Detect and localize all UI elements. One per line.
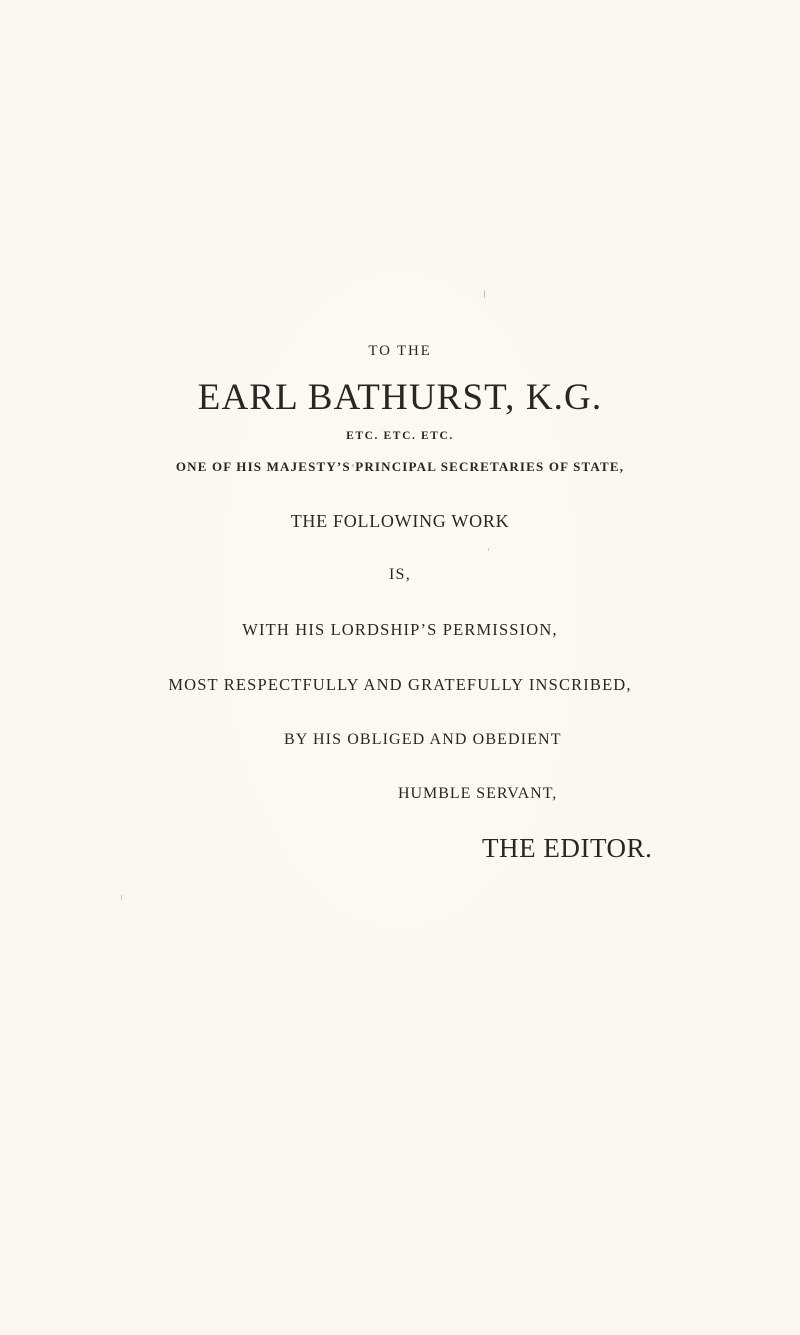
is-line: IS, — [388, 566, 412, 583]
office-line: ONE OF HIS MAJESTY’S PRINCIPAL SECRETARIES OF STATE, — [175, 459, 625, 474]
etc-line: ETC. ETC. ETC. — [346, 430, 454, 442]
paper-speck — [488, 548, 489, 551]
paper-speck — [484, 290, 485, 298]
recipient-name: EARL BATHURST, K.G. — [197, 377, 603, 418]
by-line: BY HIS OBLIGED AND OBEDIENT — [284, 731, 562, 748]
to-the-heading: TO THE — [368, 343, 432, 359]
humble-servant-line: HUMBLE SERVANT, — [398, 785, 558, 802]
inscribed-line: MOST RESPECTFULLY AND GRATEFULLY INSCRIBED, — [168, 675, 632, 694]
paper-speck — [121, 895, 122, 900]
permission-line: WITH HIS LORDSHIP’S PERMISSION, — [242, 620, 558, 639]
editor-signature: THE EDITOR. — [482, 833, 653, 863]
following-work-line: THE FOLLOWING WORK — [290, 511, 510, 531]
